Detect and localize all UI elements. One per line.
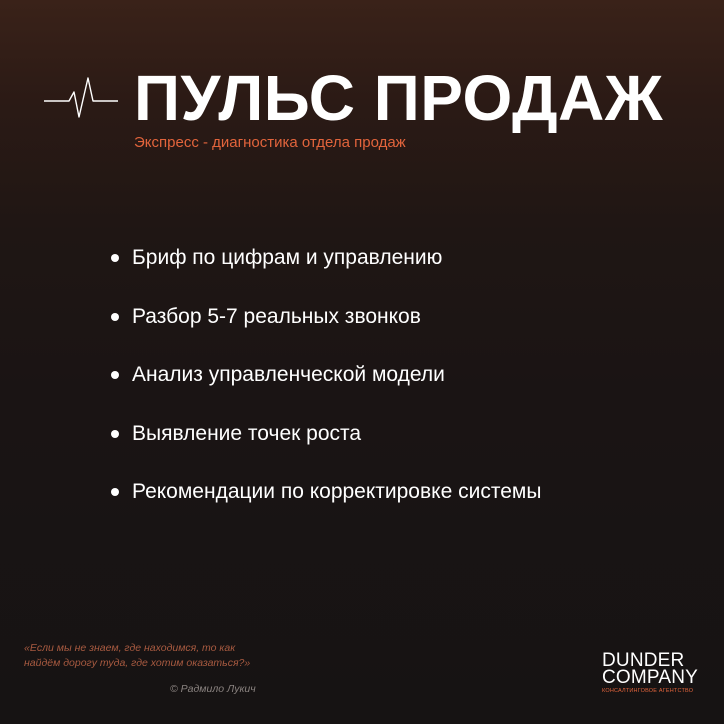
list-item-text: Выявление точек роста — [132, 421, 362, 445]
list-item — [108, 361, 541, 420]
list-item-text: Разбор 5-7 реальных звонков — [132, 304, 421, 328]
list-item — [108, 420, 541, 479]
logo-line-1: DUNDER — [602, 650, 685, 671]
list-item — [108, 244, 541, 303]
list-item — [108, 478, 541, 537]
bullet-dot-icon — [111, 430, 119, 438]
company-logo — [602, 652, 702, 695]
list-item-text: Рекомендации по корректировке системы — [132, 480, 542, 503]
heartbeat-line-icon — [44, 72, 118, 124]
bullet-list — [108, 244, 541, 537]
bullet-dot-icon — [111, 313, 119, 321]
bullet-dot-icon — [111, 371, 119, 379]
logo-tagline: КОНСАЛТИНГОВОЕ АГЕНТСТВО — [602, 688, 694, 694]
quote-line: «Если мы не знаем, где находимся, то как — [24, 642, 236, 654]
page-subtitle: Экспресс - диагностика отдела продаж — [134, 134, 406, 151]
list-item-text: Анализ управленческой модели — [132, 363, 445, 386]
quote — [24, 641, 250, 671]
quote-line: найдём дорогу туда, где хотим оказаться?» — [24, 657, 251, 669]
list-item — [108, 303, 541, 362]
list-item-text: Бриф по цифрам и управлению — [132, 246, 443, 269]
logo-line-2: COMPANY — [602, 667, 699, 688]
quote-author: © Радмило Лукич — [170, 683, 256, 695]
bullet-dot-icon — [111, 254, 119, 262]
bullet-dot-icon — [111, 488, 119, 496]
page-title: ПУЛЬС ПРОДАЖ — [134, 62, 664, 134]
